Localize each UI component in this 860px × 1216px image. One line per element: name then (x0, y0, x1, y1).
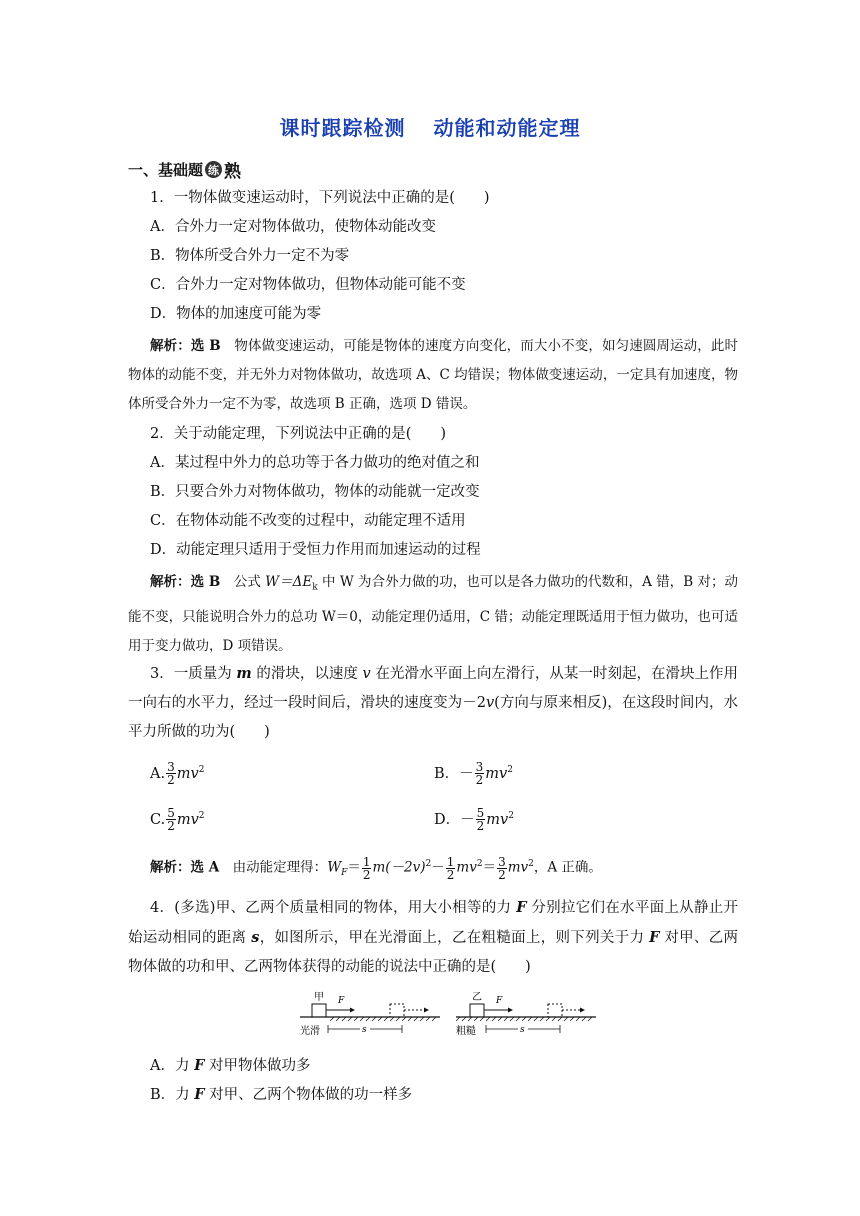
q2-option-a: A．某过程中外力的总功等于各力做功的绝对值之和 (150, 455, 480, 471)
fraction: $\frac{5}{2}$ (476, 806, 485, 834)
fraction: $\frac{3}{2}$ (498, 854, 506, 882)
q1-option-c: C．合外力一定对物体做功，但物体动能可能不变 (150, 277, 466, 293)
fig2-distance: s (520, 1025, 525, 1035)
fig2-label: 乙 (472, 992, 482, 1003)
q3-stem: 3．一质量为 m 的滑块，以速度 v 在光滑水平面上向左滑行，从某一时刻起，在滑块上作用一向右的水平力，经过一段时间后，滑块的速度变为－2v(方向与原来相反)，在这段时间内，水平力所做的功为( ) (128, 665, 738, 740)
arrowhead-icon (580, 1008, 585, 1013)
fig1-label: 甲 (314, 992, 324, 1003)
fig1-distance: s (362, 1025, 367, 1035)
fig1-surface: 光滑 (300, 1026, 320, 1037)
q3-option-c: C. $\frac{5}{2}$ $mv^2$ (150, 806, 205, 834)
page-title: 课时跟踪检测 动能和动能定理 (279, 116, 581, 140)
fraction: $\frac{3}{2}$ (475, 760, 484, 788)
arrowhead-icon (424, 1008, 429, 1013)
block-yi (470, 1004, 484, 1017)
lian-badge-icon: 练 (205, 161, 222, 178)
fig2-surface: 粗糙 (456, 1026, 476, 1037)
q1-option-a: A．合外力一定对物体做功，使物体动能改变 (150, 219, 436, 235)
q2-stem: 2．关于动能定理，下列说法中正确的是( ) (150, 426, 447, 442)
figure-rough-surface (456, 988, 596, 1040)
q3-option-b: B．－ $\frac{3}{2}$ $mv^2$ (434, 760, 513, 788)
fraction: $\frac{3}{2}$ (167, 760, 175, 788)
q1-stem: 1．一物体做变速运动时，下列说法中正确的是( ) (150, 190, 490, 206)
q3-analysis: 解析：选 A 由动能定理得：$W_F=$ $\frac{1}{2}$ $m(-2v)^2-$ $\frac{1}{2}$ $mv^2=$ $\frac{3}{2}$ $mv^2$，A 正确。 (150, 854, 602, 882)
fraction: $\frac{1}{2}$ (362, 854, 371, 882)
q1-option-b: B．物体所受合外力一定不为零 (150, 248, 350, 264)
fraction: $\frac{5}{2}$ (167, 806, 175, 834)
fig2-force: F (496, 996, 503, 1006)
fig1-force: F (338, 996, 345, 1006)
q4-stem: 4．(多选)甲、乙两个质量相同的物体，用大小相等的力 F 分别拉它们在水平面上从静止开始运动相同的距离 s，如图所示，甲在光滑面上，乙在粗糙面上，则下列关于力 F 对甲、乙两物体做的功和甲、乙两物体获得的动能的说法中正确的是( ) (128, 899, 739, 975)
section-heading: 一、基础题 练 熟 (128, 157, 241, 182)
figure-smooth-surface (300, 988, 440, 1040)
q1-analysis: 解析：选 B 物体做变速运动，可能是物体的速度方向变化，而大小不变，如匀速圆周运动，此时物体的动能不变，并无外力对物体做功，故选项 A、C 均错误；物体做变速运动，一定具有加速度，物体所受合外力一定不为零，故选项 B 正确，选项 D 错误。 (128, 338, 738, 412)
q4-option-b: B．力 F 对甲、乙两个物体做的功一样多 (150, 1086, 413, 1103)
q2-analysis: 解析：选 B 公式 $W=\Delta E_k$ 中 W 为合外力做的功，也可以是各力做功的代数和，A 错，B 对；动能不变，只能说明合外力的总功 W＝0，动能定理仍适用，C 错；动能定理既适用于恒力做功，也可适用于变力做功，D 项错误。 (128, 574, 738, 654)
q2-option-d: D．动能定理只适用于受恒力作用而加速运动的过程 (150, 542, 481, 558)
block-end-position (390, 1004, 404, 1017)
arrowhead-icon (350, 1008, 355, 1013)
q3-option-d: D．－ $\frac{5}{2}$ $mv^2$ (434, 806, 514, 834)
arrowhead-icon (508, 1008, 513, 1013)
q4-option-a: A．力 F 对甲物体做功多 (150, 1057, 311, 1074)
block-jia (312, 1004, 326, 1017)
block-end-position (548, 1004, 562, 1017)
shu-badge: 熟 (224, 162, 242, 182)
fraction: $\frac{1}{2}$ (446, 854, 455, 882)
q1-option-d: D．物体的加速度可能为零 (150, 306, 322, 322)
q2-option-c: C．在物体动能不改变的过程中，动能定理不适用 (150, 513, 466, 529)
q2-option-b: B．只要合外力对物体做功，物体的动能就一定改变 (150, 484, 480, 500)
q3-option-a: A. $\frac{3}{2}$ $mv^2$ (150, 760, 205, 788)
